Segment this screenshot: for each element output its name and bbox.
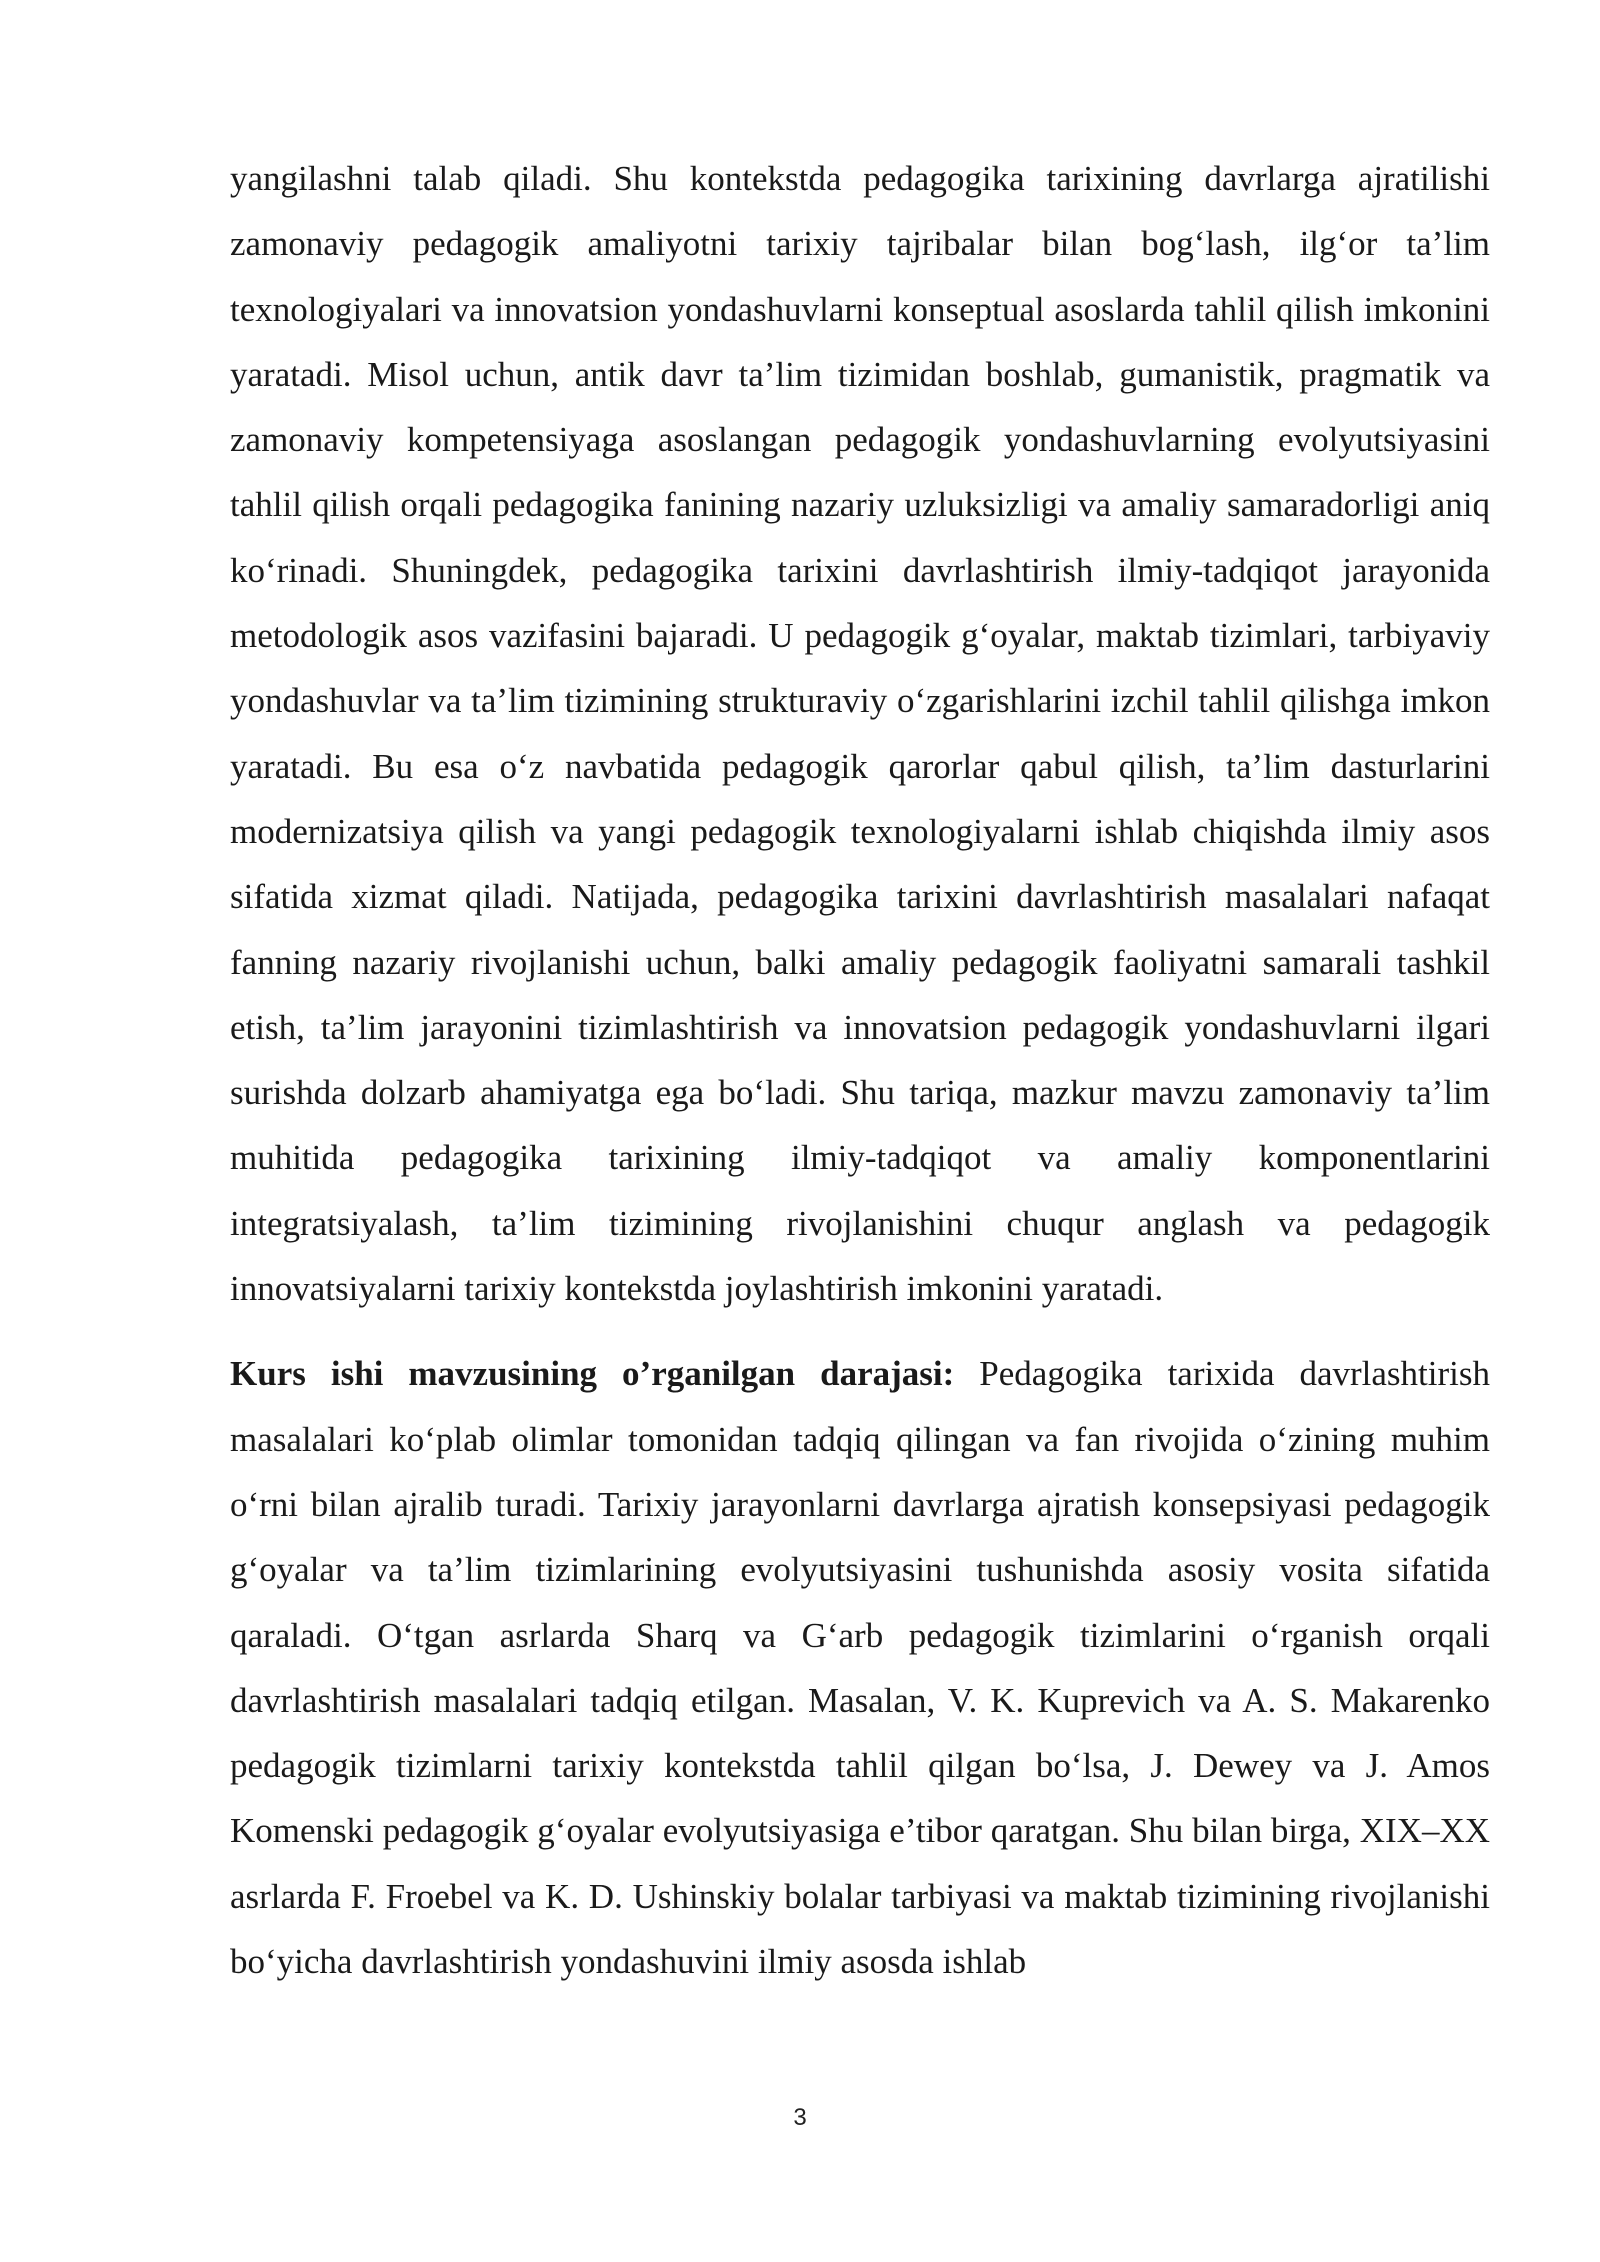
paragraph-heading: Kurs ishi mavzusining o’rganilgan darajasi: — [230, 1354, 955, 1394]
paragraph-body: Pedagogika tarixida davrlashtirish masalalari ko‘plab olimlar tomonidan tadqiq qilingan va fan rivojida o‘zining muhim o‘rni bilan ajralib turadi. Tarixiy jarayonlarni davrlarga ajratish konsepsiyasi pedagogik g‘oyalar va ta’lim tizimlarining evolyutsiyasini tushunishda asosiy vosita sifatida qaraladi. O‘tgan asrlarda Sharq va G‘arb pedagogik tizimlarini o‘rganish orqali davrlashtirish masalalari tadqiq etilgan. Masalan, V. K. Kuprevich va A. S. Makarenko pedagogik tizimlarni tarixiy kontekstda tahlil qilgan bo‘lsa, J. Dewey va J. Amos Komenski pedagogik g‘oyalar evolyutsiyasiga e’tibor qaratgan. Shu bilan birga, XIX–XX asrlarda F. Froebel va K. D. Ushinskiy bolalar tarbiyasi va maktab tizimining rivojlanishi bo‘yicha davrlashtirish yondashuvini ilmiy asosda ishlab — [230, 1354, 1490, 1982]
paragraph-continuation: yangilashni talab qiladi. Shu kontekstda pedagogika tarixining davrlarga ajratilishi zamonaviy pedagogik amaliyotni tarixiy tajribalar bilan bog‘lash, ilg‘or ta’lim texnologiyalari va innovatsion yondashuvlarni konseptual asoslarda tahlil qilish imkonini yaratadi. Misol uchun, antik davr ta’lim tizimidan boshlab, gumanistik, pragmatik va zamonaviy kompetensiyaga asoslangan pedagogik yondashuvlarning evolyutsiyasini tahlil qilish orqali pedagogika fanining nazariy uzluksizligi va amaliy samaradorligi aniq ko‘rinadi. Shuningdek, pedagogika tarixini davrlashtirish ilmiy-tadqiqot jarayonida metodologik asos vazifasini bajaradi. U pedagogik g‘oyalar, maktab tizimlari, tarbiyaviy yondashuvlar va ta’lim tizimining strukturaviy o‘zgarishlarini izchil tahlil qilishga imkon yaratadi. Bu esa o‘z navbatida pedagogik qarorlar qabul qilish, ta’lim dasturlarini modernizatsiya qilish va yangi pedagogik texnologiyalarni ishlab chiqishda ilmiy asos sifatida xizmat qiladi. Natijada, pedagogika tarixini davrlashtirish masalalari nafaqat fanning nazariy rivojlanishi uchun, balki amaliy pedagogik faoliyatni samarali tashkil etish, ta’lim jarayonini tizimlashtirish va innovatsion pedagogik yondashuvlarni ilgari surishda dolzarb ahamiyatga ega bo‘ladi. Shu tariqa, mazkur mavzu zamonaviy ta’lim muhitida pedagogika tarixining ilmiy-tadqiqot va amaliy komponentlarini integratsiyalash, ta’lim tizimining rivojlanishini chuqur anglash va pedagogik innovatsiyalarni tarixiy kontekstda joylashtirish imkonini yaratadi. — [230, 159, 1490, 1309]
page-number: 3 — [793, 2104, 807, 2131]
body-text — [230, 146, 1490, 1994]
paragraph-study-level — [230, 1341, 1490, 1994]
